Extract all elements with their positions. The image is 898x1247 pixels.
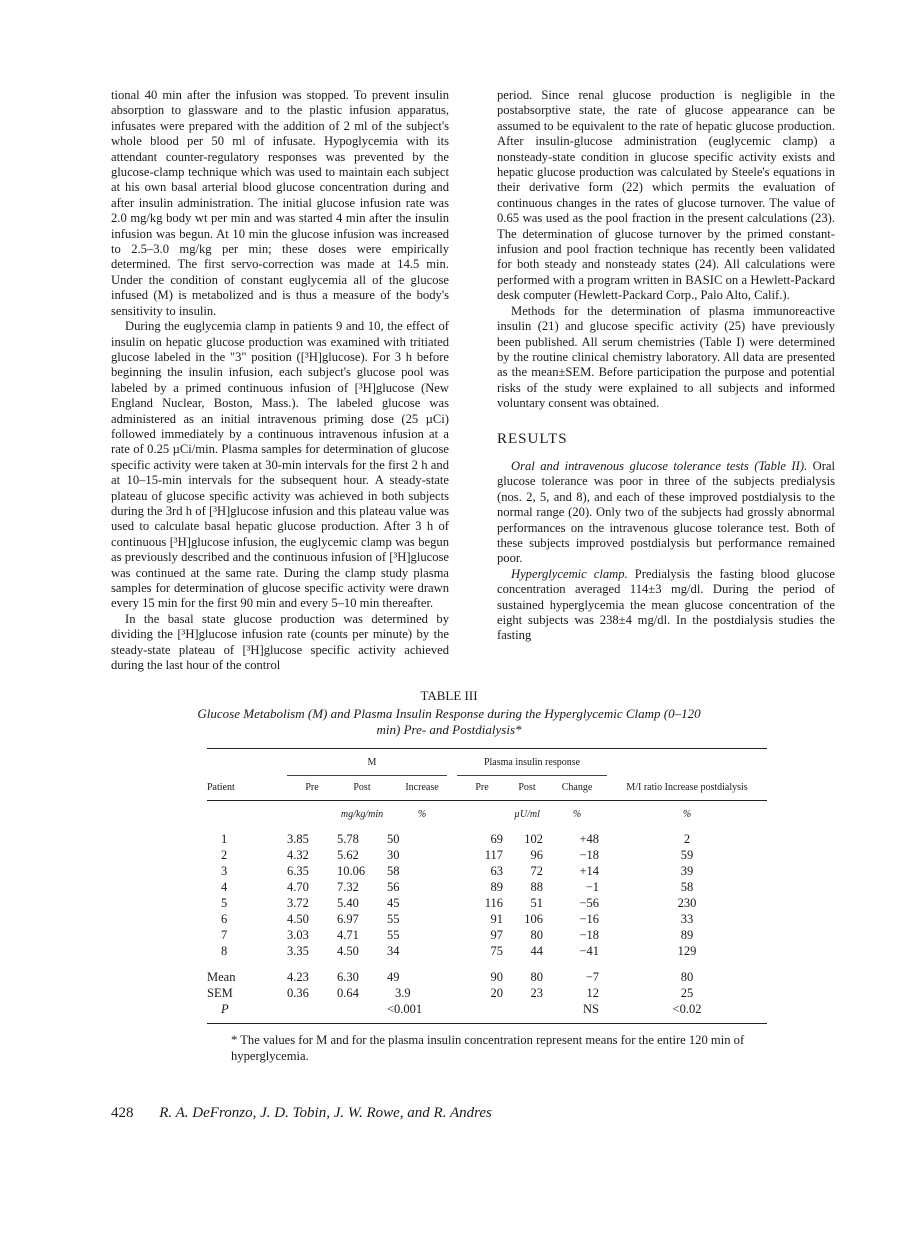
- column-header: Pre: [475, 782, 489, 794]
- table-cell: 45: [387, 895, 400, 910]
- table-cell: −18: [579, 847, 599, 862]
- table-cell: −56: [579, 895, 599, 910]
- table-cell: 80: [530, 969, 543, 984]
- table-cell: 4.23: [287, 969, 309, 984]
- page-number: 428: [111, 1105, 134, 1122]
- table-cell: 0.36: [287, 985, 309, 1000]
- table-cell: 96: [530, 847, 543, 862]
- paragraph-lead: Oral and intravenous glucose tolerance tests (Table II).: [511, 458, 808, 473]
- group-insulin: Plasma insulin response: [483, 757, 581, 769]
- table-row: [207, 863, 767, 879]
- table-cell: <0.001: [387, 1001, 423, 1016]
- table-row: [207, 985, 767, 1001]
- table-cell: [457, 1001, 507, 1017]
- paragraph: tional 40 min after the infusion was stopped. To prevent insulin absorption to glassware and to the plastic infusion apparatus, infusates were prepared with the addition of 2 ml of the subject's whole blood per 50 ml of infusate. Hypoglycemia with its attendant counter-regulatory responses was prevented by the glucose-clamp technique which was used to maintain each subject at his own basal arterial blood glucose concentration during and after insulin administration. The initial glucose infusion rate was 2.0 mg/kg body wt per min and was started 4 min after the insulin infusion was begun. At 10 min the glucose infusion was increased to 2.5–3.0 mg/kg per min; these doses were empirically determined. The first servo-correction was made at 14.5 min. Under the condition of constant euglycemia all of the glucose infused (M) is metabolized and is thus a measure of the body's sensitivity to insulin.: [111, 88, 449, 318]
- paragraph-text: Oral glucose tolerance was poor in three of the subjects predialysis (nos. 2, 5, and 8), and each of these improved postdialysis to the normal range (20). Only two of the subjects had grossly abnormal performances on the intravenous glucose tolerance test. Both of these subjects improved postdialysis but performance remained poor.: [497, 458, 835, 566]
- table-cell: SEM: [207, 985, 233, 1000]
- table-cell: 39: [680, 863, 694, 878]
- table-cell: 6.35: [287, 863, 309, 878]
- table-footnote: * The values for M and for the plasma insulin concentration represent means for the entire 120 min of hyperglycemia.: [231, 1033, 745, 1064]
- table-cell: 89: [680, 927, 694, 942]
- table-cell: −16: [579, 911, 599, 926]
- paragraph: [497, 567, 835, 644]
- table-title: TABLE III: [420, 688, 478, 704]
- table-row: [207, 927, 767, 943]
- table-cell: 3.03: [287, 927, 309, 942]
- table-cell: 72: [530, 863, 543, 878]
- table-cell: 25: [680, 985, 694, 1000]
- table-cell: 80: [680, 969, 694, 984]
- table-cell: +14: [579, 863, 599, 878]
- table-cell: 49: [387, 969, 400, 984]
- unit-label: %: [572, 809, 582, 821]
- table-cell: 59: [680, 847, 694, 862]
- table-cell: 30: [387, 847, 400, 862]
- table-cell: 5.62: [337, 847, 359, 862]
- table-cell: 4.50: [337, 943, 359, 958]
- table-cell: 0.64: [337, 985, 359, 1000]
- table-cell: 44: [530, 943, 543, 958]
- table-cell: 230: [677, 895, 697, 910]
- table-cell: 55: [387, 927, 400, 942]
- column-header: Post: [518, 782, 536, 794]
- table-cell: 69: [490, 831, 503, 846]
- column-header: M/I ratio Increase postdialysis: [626, 782, 748, 794]
- unit-label: [207, 801, 287, 832]
- table-cell: 2: [221, 847, 228, 862]
- table-cell: 3.72: [287, 895, 309, 910]
- paragraph: In the basal state glucose production was determined by dividing the [³H]glucose infusion rate (counts per minute) by the steady-state plateau of [³H]glucose specific activity achieved during the last hour of the control: [111, 611, 449, 673]
- unit-label: [287, 801, 337, 832]
- table-cell: 106: [524, 911, 543, 926]
- table-cell: [337, 1001, 387, 1017]
- table-cell: −18: [579, 927, 599, 942]
- table-cell: 75: [490, 943, 503, 958]
- table-cell: 8: [221, 943, 228, 958]
- paragraph-lead: Hyperglycemic clamp.: [511, 566, 628, 581]
- table-cell: 7.32: [337, 879, 359, 894]
- table-cell: 23: [530, 985, 543, 1000]
- table-cell: 34: [387, 943, 400, 958]
- page-footer: [111, 1104, 898, 1142]
- table-cell: 56: [387, 879, 400, 894]
- table-caption: Glucose Metabolism (M) and Plasma Insulin Response during the Hyperglycemic Clamp (0–120 min) Pre- and Postdialysis*: [197, 706, 701, 738]
- table-cell: 33: [680, 911, 694, 926]
- column-header: Change: [561, 782, 593, 794]
- table-row: [207, 847, 767, 863]
- unit-label: µU/ml: [514, 809, 540, 821]
- table-cell: 91: [490, 911, 503, 926]
- table-cell: 6.30: [337, 969, 359, 984]
- right-column: [497, 88, 835, 673]
- table-cell: 89: [490, 879, 503, 894]
- table-cell: 4.50: [287, 911, 309, 926]
- table-row: [207, 943, 767, 959]
- table-cell: 58: [680, 879, 694, 894]
- column-header: Post: [353, 782, 371, 794]
- table-cell: 6: [221, 911, 228, 926]
- authors: R. A. DeFronzo, J. D. Tobin, J. W. Rowe, and R. Andres: [159, 1105, 492, 1122]
- table-cell: 80: [530, 927, 543, 942]
- table-cell: 5.78: [337, 831, 359, 846]
- table-cell: 117: [484, 847, 503, 862]
- table-cell: 116: [484, 895, 503, 910]
- table-cell: 2: [683, 831, 691, 846]
- column-header: Increase: [405, 782, 439, 794]
- table-cell: 1: [221, 831, 228, 846]
- table-row: [207, 969, 767, 985]
- table-cell: −41: [579, 943, 599, 958]
- table-cell: 88: [530, 879, 543, 894]
- unit-label: [457, 801, 507, 832]
- table-cell: 63: [490, 863, 503, 878]
- paragraph: During the euglycemia clamp in patients 9 and 10, the effect of insulin on hepatic glucose production was examined with tritiated glucose labeled in the "3" position ([³H]glucose). For 3 h before beginning the insulin infusion, each subject's glucose pool was labeled by a primed continuous infusion of [³H]glucose (New England Nuclear, Boston, Mass.). The labeled glucose was administered as an initial intravenous priming dose (25 µCi) followed immediately by a continuous intravenous infusion at a rate of 0.25 µCi/min. Plasma samples for determination of glucose specific activity were taken at 30-min intervals for the first 2 h and at 10–15-min intervals for the subsequent hour. A steady-state plateau of glucose specific activity was achieved in both subjects during the 3rd h of [³H]glucose infusion and this plateau value was used to calculate basal hepatic glucose production. After 3 h of continuous [³H]glucose infusion, the euglycemic clamp was begun as previously described and the continuous infusion of [³H]glucose was continued at the same rate. During the clamp study plasma samples for determination of glucose specific activity were drawn every 15 min for the first 90 min and every 5–10 min thereafter.: [111, 319, 449, 611]
- table-cell: [507, 1001, 547, 1017]
- table-cell: 3.9: [395, 985, 411, 1000]
- group-m: M: [367, 757, 377, 769]
- paragraph: [497, 459, 835, 567]
- table-cell: 97: [490, 927, 503, 942]
- left-column: [111, 88, 449, 673]
- table-cell: 4.70: [287, 879, 309, 894]
- table-cell: 3.35: [287, 943, 309, 958]
- table-cell: 129: [677, 943, 697, 958]
- table-group-header: [207, 749, 767, 783]
- table-row: [207, 1001, 767, 1017]
- table-cell: 55: [387, 911, 400, 926]
- table-cell: −7: [585, 969, 599, 984]
- table-units-row: [207, 801, 767, 832]
- unit-label: mg/kg/min: [340, 809, 384, 821]
- table-cell: 3: [221, 863, 228, 878]
- table-row: [207, 911, 767, 927]
- table-row: [207, 831, 767, 847]
- table-cell: 4.32: [287, 847, 309, 862]
- table-cell: 51: [530, 895, 543, 910]
- table-cell: <0.02: [672, 1001, 702, 1016]
- table-cell: 10.06: [337, 863, 366, 878]
- column-header: Patient: [207, 782, 235, 794]
- table-cell: P: [221, 1001, 229, 1016]
- paragraph: Methods for the determination of plasma immunoreactive insulin (21) and glucose specific activity (25) have previously been published. All serum chemistries (Table I) were determined by the routine clinical chemistry laboratory. All data are presented as the mean±SEM. Before participation the purpose and potential risks of the study were explained to all subjects and informed voluntary consent was obtained.: [497, 303, 835, 411]
- table-cell: 20: [490, 985, 503, 1000]
- unit-label: %: [417, 809, 427, 821]
- table-cell: +48: [579, 831, 599, 846]
- paragraph-text: Predialysis the fasting blood glucose concentration averaged 114±3 mg/dl. During the period of sustained hyperglycemia the mean glucose concentration of the eight subjects was 238±4 mg/dl. In the postdialysis studies the fasting: [497, 566, 835, 643]
- text-columns: [111, 88, 835, 673]
- table-row: [207, 895, 767, 911]
- table-cell: −1: [585, 879, 599, 894]
- table-cell: Mean: [207, 969, 236, 984]
- unit-label: %: [682, 809, 692, 821]
- table-cell: 6.97: [337, 911, 359, 926]
- table-cell: 102: [524, 831, 543, 846]
- table-cell: 4: [221, 879, 228, 894]
- table-cell: NS: [583, 1001, 599, 1016]
- table-cell: 3.85: [287, 831, 309, 846]
- table-cell: 12: [586, 985, 599, 1000]
- table-cell: 5: [221, 895, 228, 910]
- table-cell: 90: [490, 969, 503, 984]
- table-cell: 5.40: [337, 895, 359, 910]
- table-row: [207, 879, 767, 895]
- table-cell: [287, 1001, 337, 1017]
- table-cell: 50: [387, 831, 400, 846]
- table-cell: 4.71: [337, 927, 359, 942]
- section-heading: RESULTS: [497, 430, 568, 447]
- paragraph: period. Since renal glucose production is negligible in the postabsorptive state, the rate of glucose appearance can be assumed to be equivalent to the rate of hepatic glucose production. After insulin-glucose administration (euglycemic clamp) a nonsteady-state condition in glucose specific activity exists and hepatic glucose production was calculated by Steele's equations in their derivative form (22) which permits the evaluation of continuous changes in the rates of glucose turnover. The value of 0.65 was used as the pool fraction in the present calculations (23). The determination of glucose turnover by the primed constant-infusion and pool fraction technique has recently been validated for both steady and nonsteady states (24). All calculations were performed with a program written in BASIC on a Hewlett-Packard desk computer (Hewlett-Packard Corp., Palo Alto, Calif.).: [497, 88, 835, 303]
- column-header: Pre: [305, 782, 319, 794]
- data-table: [207, 748, 767, 1024]
- table-cell: 58: [387, 863, 400, 878]
- table-cell: 7: [221, 927, 228, 942]
